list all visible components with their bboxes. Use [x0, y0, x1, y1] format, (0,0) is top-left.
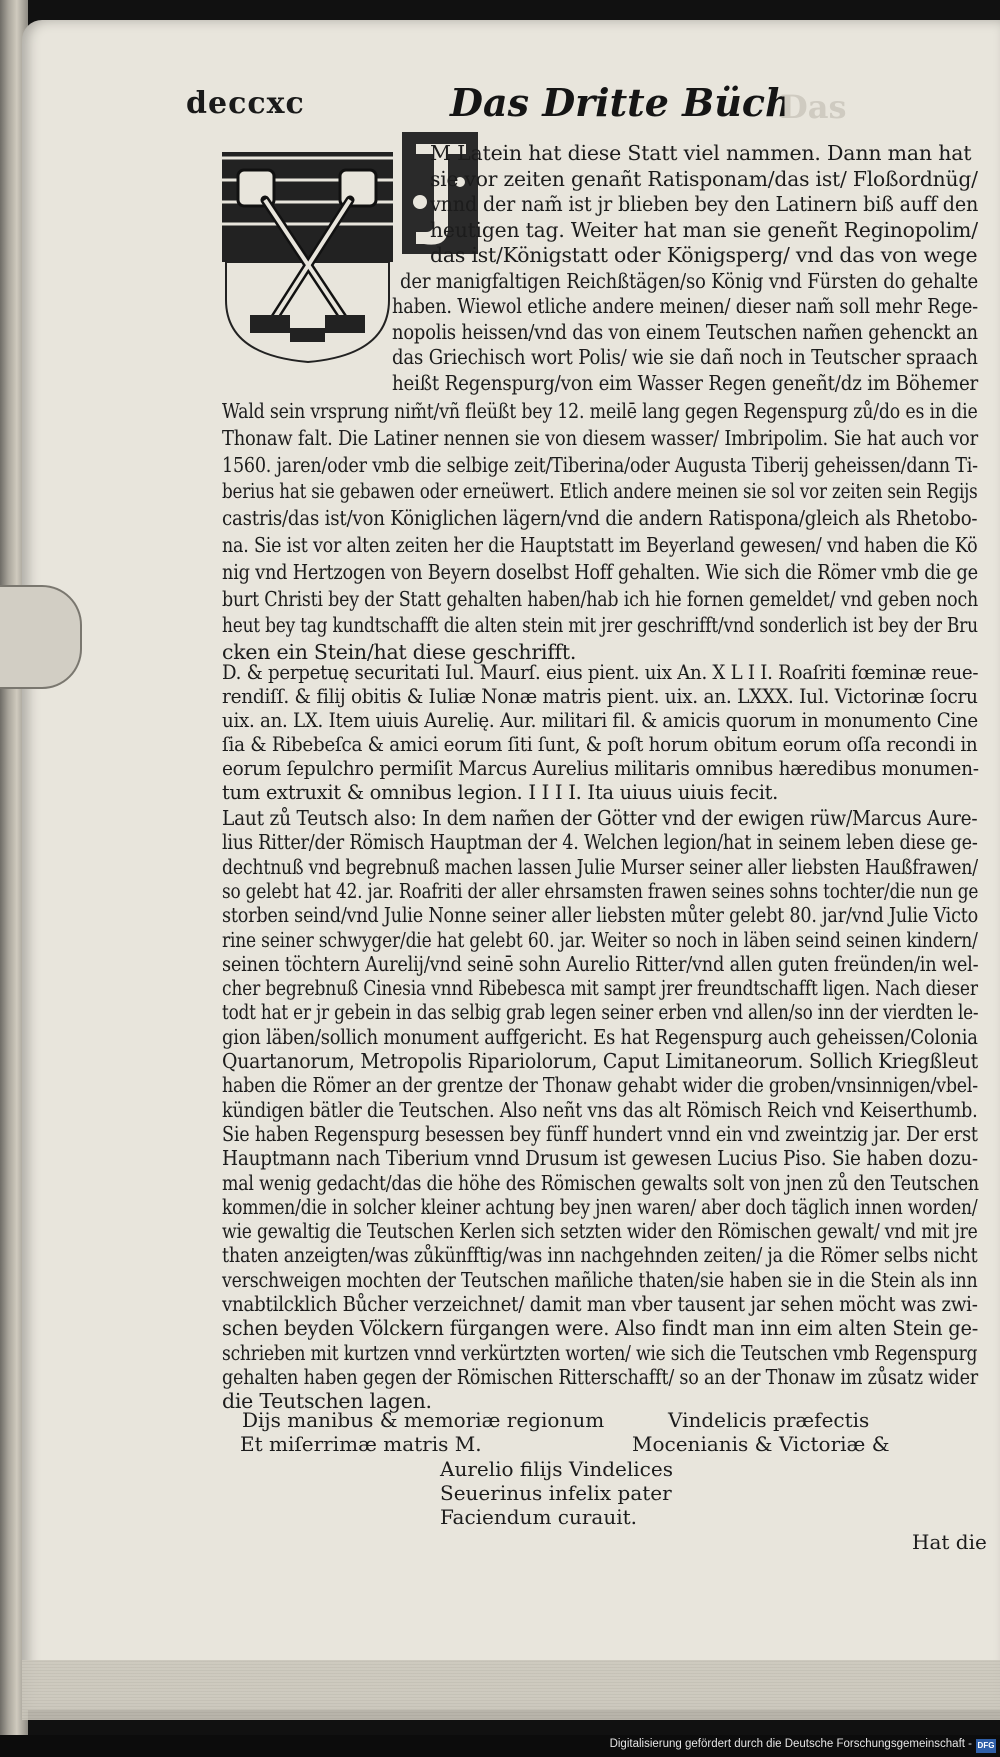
- text-line: sie vor zeiten genañt Ratisponam/das ist/ Floßordnüg/: [430, 166, 978, 191]
- running-head: Das Dritte Büch: [450, 80, 793, 125]
- text-line: lius Ritter/der Römisch Hauptman der 4. Welchen legion/hat in seinem leben diese ge-: [222, 830, 978, 855]
- text-line: heut bey tag kundtschafft die alten stein mit jrer geschrifft/vnd sonderlich ist bey der Bru: [222, 613, 978, 638]
- text-line: seinen töchtern Aurelij/vnd seinē sohn Aurelio Ritter/vnd allen guten freünden/in wel-: [222, 951, 979, 976]
- text-line: 1560. jaren/oder vmb die selbige zeit/Tiberina/oder Augusta Tiberij geheissen/dann Ti-: [222, 452, 978, 477]
- text-line: das Griechisch wort Polis/ wie sie dañ noch in Teutscher spraach: [392, 345, 978, 369]
- text-line: Thonaw falt. Die Latiner nennen sie von diesem wasser/ Imbripolim. Sie hat auch vor: [222, 425, 978, 450]
- inscription-line: Dijs manibus & memoriæ regionum: [242, 1408, 605, 1432]
- text-line: schen beyden Völckern fürgangen were. Also findt man inn eim alten Stein ge-: [222, 1316, 979, 1341]
- inscription-line: Et miſerrimæ matris M.: [240, 1432, 482, 1456]
- inscription-line: Mocenianis & Victoriæ &: [632, 1432, 890, 1456]
- page-stack-edge: [22, 1660, 1000, 1720]
- text-line: das ist/Königstatt oder Königsperg/ vnd das von wege: [430, 243, 978, 267]
- text-line: kündigen bätler die Teutschen. Also neñt vns das alt Römisch Reich vnd Keiserthumb.: [222, 1097, 978, 1122]
- text-line: cken ein Stein/hat diese geschrifft.: [222, 640, 577, 665]
- dfg-logo: DFG: [976, 1739, 996, 1753]
- text-line: rine seiner schwyger/die hat gelebt 60. jar. Weiter so noch in läben seind seinen kindern/: [222, 927, 978, 952]
- text-line: burt Christi bey der Statt gehalten haben/hab ich hie fornen gemeldet/ vnd geben noch: [222, 586, 979, 611]
- inscription-line: Aurelio filijs Vindelices: [440, 1457, 673, 1481]
- page-number: deccxc: [186, 86, 305, 121]
- text-line: storben seind/vnd Julie Nonne seiner aller liebsten můter gelebt 80. jar/vnd Julie Victo: [222, 903, 979, 928]
- text-line: D. & perpetuę securitati Iul. Maurſ. eius pient. uix An. X L I I. Roaſriti fœminæ reue-: [222, 661, 979, 684]
- inscription-line: Vindelicis præfectis: [668, 1408, 870, 1432]
- text-line: der manigfaltigen Reichßtägen/so König vnd Fürsten do gehalte: [400, 268, 979, 293]
- show-through-text: Das: [780, 88, 847, 126]
- text-line: rendiſſ. & filij obitis & Iuliæ Nonæ matris pient. uix. an. LXXX. Iul. Victorinæ ſocru: [222, 685, 978, 708]
- text-line: kommen/die in solcher kleiner achtung bey jnen waren/ aber doch täglich innen worden/: [222, 1194, 978, 1219]
- text-line: Hauptmann nach Tiberium vnnd Drusum ist gewesen Lucius Piso. Sie haben dozu-: [222, 1146, 978, 1171]
- text-line: Quartanorum, Metropolis Ripariolorum, Caput Limitaneorum. Sollich Kriegßleut: [222, 1049, 978, 1073]
- text-line: vnnd der nam̃ ist jr blieben bey den Latinern biß auff den: [430, 192, 979, 216]
- text-line: nopolis heissen/vnd das von einem Teutschen nam̃en gehenckt an: [392, 319, 978, 344]
- text-line: so gelebt hat 42. jar. Roafriti der aller ehrsamsten frawen seines sohns tochter/die nun ge: [222, 878, 979, 903]
- text-line: na. Sie ist vor alten zeiten her die Hauptstatt im Beyerland gewesen/ vnd haben die Kö: [222, 533, 978, 557]
- catchword: Hat die: [912, 1530, 987, 1554]
- text-line: Wald sein vrsprung nim̃t/vñ fleüßt bey 12. meilē lang gegen Regenspurg zů/do es in die: [222, 399, 978, 423]
- text-line: uix. an. LX. Item uiuis Aurelię. Aur. militari fil. & amicis quorum in monumento Cine: [222, 709, 978, 732]
- text-line: haben. Wiewol etliche andere meinen/ dieser nam̃ soll mehr Rege-: [392, 294, 978, 318]
- text-line: nig vnd Hertzogen von Beyern doselbst Hoff gehalten. Wie sich die Römer vmb die ge: [222, 559, 978, 584]
- text-line: Laut zů Teutsch also: In dem nam̃en der Götter vnd der ewigen rüw/Marcus Aure-: [222, 806, 978, 830]
- text-line: wie gewaltig die Teutschen Kerlen sich setzten wider den Römischen gewalt/ vnd mit jre: [222, 1219, 978, 1244]
- regensburg-coat-of-arms-woodcut: [220, 150, 395, 365]
- text-line: thaten anzeigten/was zůkünfftig/was inn nachgehnden zeiten/ ja die Römer selbs nicht: [222, 1243, 978, 1268]
- text-line: haben die Römer an der grentze der Thonaw gehabt wider die groben/vnsinnigen/vbel-: [222, 1073, 979, 1098]
- text-line: eorum ſepulchro permiſit Marcus Aurelius militaris omnibus hæredibus monumen-: [222, 757, 979, 780]
- footer-credit: Digitalisierung gefördert durch die Deutsche Forschungsgemeinschaft -: [609, 1738, 972, 1750]
- text-line: berius hat sie gebawen oder erneüwert. Etlich andere meinen sie sol vor zeiten sein Regijs: [222, 479, 978, 504]
- text-line: heißt Regenspurg/von eim Wasser Regen geneñt/dz im Böhemer: [392, 370, 979, 395]
- text-line: tum extruxit & omnibus legion. I I I I. Ita uiuus uiuis fecit.: [222, 781, 779, 804]
- text-line: gehalten haben gegen der Römischen Ritterschafft/ so an der Thonaw im zůsatz wider: [222, 1364, 979, 1389]
- text-line: ſia & Ribebeſca & amici eorum ſiti ſunt, & poſt horum obitum eorum oſſa recondi in: [222, 733, 978, 756]
- text-line: schrieben mit kurtzen vnnd verkürtzten worten/ wie sich die Teutschen vmb Regenspurg: [222, 1340, 978, 1365]
- inscription-line: Faciendum curauit.: [440, 1505, 638, 1529]
- text-line: verschweigen mochten der Teutschen mañliche thaten/sie haben sie in die Stein als inn: [222, 1267, 978, 1292]
- text-line: heutigen tag. Weiter hat man sie geneñt Reginopolim/: [430, 217, 978, 242]
- binding-strap: [0, 585, 82, 689]
- text-line: todt hat er jr gebein in das selbig grab legen seiner erben vnd allen/so inn der vierdten le-: [222, 1000, 979, 1025]
- text-line: dechtnuß vnd begrebnuß machen lassen Julie Murser seiner aller liebsten Haußfrawen/: [222, 854, 978, 879]
- text-line: cher begrebnuß Cinesia vnnd Ribebesca mit sampt jrer freundtschafft ligen. Nach dieser: [222, 976, 978, 1001]
- text-line: vnabtilcklich Bůcher verzeichnet/ damit man vber tausent jar sehen möcht was zwi-: [222, 1292, 978, 1316]
- inscription-line: Seuerinus infelix pater: [440, 1481, 672, 1505]
- text-line: gion läben/sollich monument auffgericht. Es hat Regenspurg auch geheissen/Colonia: [222, 1024, 978, 1049]
- text-line: mal wenig gedacht/das die höhe des Römischen gewalts solt von jnen zů den Teutschen: [222, 1170, 979, 1195]
- text-line: die Teutschen lagen.: [222, 1389, 432, 1414]
- text-line: castris/das ist/von Königlichen lägern/vnd die andern Ratispona/gleich als Rhetobo-: [222, 506, 978, 531]
- text-line: M Latein hat diese Statt viel nammen. Dann man hat: [430, 141, 972, 165]
- text-line: Sie haben Regenspurg besessen bey fünff hundert vnnd ein vnd zweintzig jar. Der erst: [222, 1121, 978, 1146]
